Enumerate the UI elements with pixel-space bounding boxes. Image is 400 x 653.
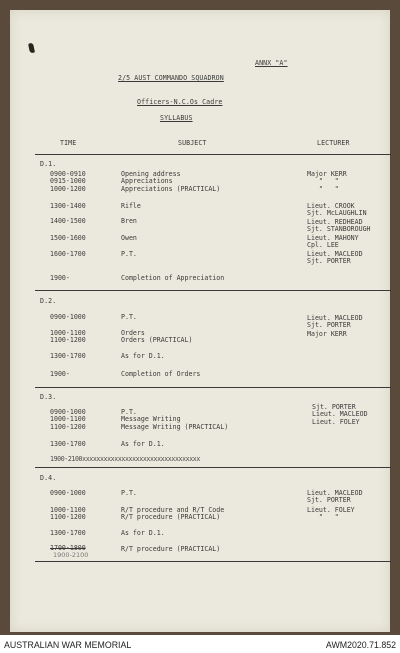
subject-cell: P.T. — [121, 313, 137, 321]
column-header-lecturer: LECTURER — [317, 139, 350, 147]
time-cell: 1000-1100 1100-1200 — [50, 329, 86, 345]
lecturer-cell: Lieut. MACLEOD Sjt. PORTER — [307, 314, 363, 330]
subject-cell: Owen — [121, 234, 137, 242]
day-label: D.2. — [40, 297, 57, 305]
time-cell: 1500-1600 — [50, 234, 86, 242]
subject-cell: Opening address Appreciations Appreciations (PRACTICAL) — [121, 170, 221, 193]
subject-cell: Orders Orders (PRACTICAL) — [121, 329, 193, 345]
lecturer-cell: Lieut. FOLEY " " — [307, 506, 355, 522]
day-label: D.3. — [40, 393, 57, 401]
time-cell: 1900- — [50, 274, 70, 282]
time-cell: 1300-1700 — [50, 440, 86, 448]
time-cell: 1600-1700 — [50, 250, 86, 258]
archive-name: AUSTRALIAN WAR MEMORIAL — [4, 640, 132, 650]
subject-cell: P.T. — [121, 489, 137, 497]
course-title: Officers-N.C.Os Cadre — [137, 98, 223, 106]
subject-cell: Bren — [121, 217, 137, 225]
section-rule — [35, 387, 391, 388]
day-label: D.4. — [40, 474, 57, 482]
lecturer-cell: Major KERR — [307, 330, 347, 338]
syllabus-title: SYLLABUS — [160, 114, 193, 122]
lecturer-cell: Lieut. MACLEOD Sjt. PORTER — [307, 250, 363, 266]
section-rule — [35, 290, 391, 291]
subject-cell: As for D.1. — [121, 440, 165, 448]
time-cell: 0900-1000 — [50, 489, 86, 497]
struck-out-line: 1900-2100xxxxxxxxxxxxxxxxxxxxxxxxxxxxxxxxx — [50, 455, 200, 463]
archive-footer — [0, 635, 400, 653]
subject-cell: As for D.1. — [121, 352, 165, 360]
lecturer-cell: Major KERR " " " " — [307, 170, 347, 193]
subject-cell: Completion of Appreciation — [121, 274, 225, 282]
time-cell: 1700-1800 — [50, 544, 86, 552]
lecturer-cell: Lieut. MACLEOD Sjt. PORTER — [307, 489, 363, 505]
unit-title: 2/5 AUST COMMANDO SQUADRON — [118, 74, 224, 82]
time-cell: 0900-1000 — [50, 313, 86, 321]
time-cell: 1000-1100 1100-1200 — [50, 506, 86, 522]
time-cell: 1900- — [50, 370, 70, 378]
section-rule — [35, 561, 391, 562]
archive-reference: AWM2020.71.852 — [325, 640, 396, 650]
subject-cell: As for D.1. — [121, 529, 165, 537]
time-cell: 0900-0910 0915-1000 1000-1200 — [50, 170, 86, 193]
lecturer-cell: Lieut. MAHONY Cpl. LEE — [307, 234, 359, 250]
column-header-subject: SUBJECT — [178, 139, 207, 147]
subject-cell: Rifle — [121, 202, 141, 210]
subject-cell: R/T procedure (PRACTICAL) — [121, 545, 221, 553]
annex-label: ANNX "A" — [255, 59, 288, 67]
lecturer-cell: Lieut. REDHEAD Sjt. STANBOROUGH — [307, 218, 371, 234]
subject-cell: R/T procedure and R/T Code R/T procedure (PRACTICAL) — [121, 506, 225, 522]
subject-cell: Completion of Orders — [121, 370, 201, 378]
column-header-time: TIME — [60, 139, 77, 147]
subject-cell: P.T. Message Writing Message Writing (PRACTICAL) — [121, 408, 229, 431]
time-cell: 1400-1500 — [50, 217, 86, 225]
day-label: D.1. — [40, 160, 57, 168]
handwritten-correction: 1900-2100 — [53, 551, 89, 559]
time-cell: 0900-1000 1000-1100 1100-1200 — [50, 408, 86, 431]
time-cell: 1300-1400 — [50, 202, 86, 210]
time-cell: 1300-1700 — [50, 529, 86, 537]
section-rule — [35, 467, 391, 468]
lecturer-cell: Sjt. PORTER Lieut. MACLEOD Lieut. FOLEY — [312, 403, 368, 426]
lecturer-cell: Lieut. CROOK Sjt. McLAUGHLIN — [307, 202, 367, 218]
header-rule — [35, 154, 391, 155]
subject-cell: P.T. — [121, 250, 137, 258]
time-cell: 1300-1700 — [50, 352, 86, 360]
